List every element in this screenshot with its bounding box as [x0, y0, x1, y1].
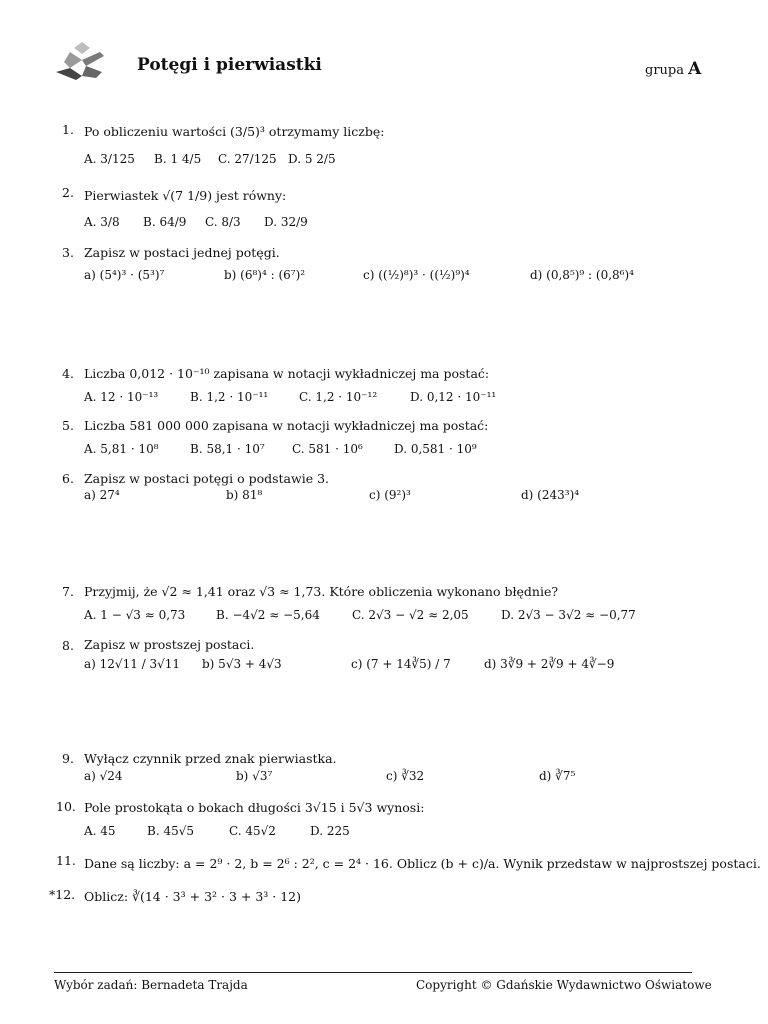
option: d) (0,8⁵)⁹ : (0,8⁶)⁴ [530, 268, 634, 282]
option: A. 45 [84, 824, 116, 838]
option: C. 45√2 [229, 824, 276, 838]
task-text: Zapisz w postaci jednej potęgi. [84, 245, 280, 260]
option: a) 27⁴ [84, 488, 120, 502]
task-text: Liczba 0,012 · 10⁻¹⁰ zapisana w notacji wykładniczej ma postać: [84, 366, 490, 381]
option: D. 5 2/5 [288, 152, 336, 166]
task-number: 3. [62, 245, 74, 260]
task-text: Po obliczeniu wartości (3/5)³ otrzymamy liczbę: [84, 124, 385, 139]
option: d) ∛7⁵ [539, 769, 576, 783]
task-text: Wyłącz czynnik przed znak pierwiastka. [84, 751, 337, 766]
page-title: Potęgi i pierwiastki [137, 55, 322, 75]
option: A. 5,81 · 10⁸ [84, 442, 159, 456]
option: a) (5⁴)³ · (5³)⁷ [84, 268, 165, 282]
task-text: Pole prostokąta o bokach długości 3√15 i 5√3 wynosi: [84, 800, 425, 815]
task-number: 6. [62, 471, 74, 486]
option: c) ((½)⁸)³ · ((½)⁹)⁴ [363, 268, 470, 282]
group-label [645, 59, 701, 79]
group-word: grupa [645, 63, 684, 78]
option: c) ∛32 [386, 769, 425, 783]
option: a) √24 [84, 769, 123, 783]
task-number: 7. [62, 584, 74, 599]
option: D. 2√3 − 3√2 ≈ −0,77 [501, 608, 636, 622]
footer-divider [54, 972, 692, 973]
task-number: 1. [62, 122, 74, 137]
option: D. 0,581 · 10⁹ [394, 442, 477, 456]
option: D. 0,12 · 10⁻¹¹ [410, 390, 497, 404]
option: C. 27/125 [218, 152, 277, 166]
task-number: 2. [62, 185, 74, 200]
option: b) √3⁷ [236, 769, 273, 783]
option: c) (7 + 14∛5) / 7 [351, 657, 451, 671]
footer-author: Wybór zadań: Bernadeta Trajda [54, 978, 248, 992]
option: C. 2√3 − √2 ≈ 2,05 [352, 608, 469, 622]
task-text: Oblicz: ∛(14 · 3³ + 3² · 3 + 3³ · 12) [84, 889, 301, 904]
option: A. 1 − √3 ≈ 0,73 [84, 608, 186, 622]
option: d) 3∛9 + 2∛9 + 4∛−9 [484, 657, 615, 671]
task-question [84, 124, 384, 139]
option: A. 3/125 [84, 152, 135, 166]
option: C. 1,2 · 10⁻¹² [299, 390, 378, 404]
group-letter: A [688, 59, 702, 79]
option: B. 64/9 [143, 215, 187, 229]
option: b) 5√3 + 4√3 [202, 657, 282, 671]
task-text: Dane są liczby: a = 2⁹ · 2, b = 2⁶ : 2², c = 2⁴ · 16. Oblicz (b + c)/a. Wynik przedstaw w najprostszej postaci. [84, 856, 761, 871]
option: B. 58,1 · 10⁷ [190, 442, 265, 456]
option: A. 3/8 [84, 215, 120, 229]
option: B. 45√5 [147, 824, 194, 838]
task-text: Przyjmij, że √2 ≈ 1,41 oraz √3 ≈ 1,73. Które obliczenia wykonano błędnie? [84, 584, 559, 599]
option: D. 32/9 [264, 215, 308, 229]
option: d) (243³)⁴ [521, 488, 580, 502]
option: b) 81⁸ [226, 488, 263, 502]
task-number: 10. [56, 799, 76, 814]
option: b) (6⁸)⁴ : (6⁷)² [224, 268, 306, 282]
option: c) (9²)³ [369, 488, 411, 502]
task-number: 11. [56, 853, 76, 868]
option: B. −4√2 ≈ −5,64 [216, 608, 320, 622]
task-number: *12. [49, 887, 76, 902]
option: B. 1 4/5 [154, 152, 202, 166]
option: B. 1,2 · 10⁻¹¹ [190, 390, 269, 404]
option: A. 12 · 10⁻¹³ [84, 390, 159, 404]
task-number: 8. [62, 638, 74, 653]
footer-copyright: Copyright © Gdańskie Wydawnictwo Oświatowe [416, 978, 712, 992]
task-text: Zapisz w prostszej postaci. [84, 637, 255, 652]
option: C. 581 · 10⁶ [292, 442, 363, 456]
task-number: 4. [62, 366, 74, 381]
task-number: 9. [62, 751, 74, 766]
option: C. 8/3 [205, 215, 241, 229]
option: D. 225 [310, 824, 350, 838]
task-number: 5. [62, 418, 74, 433]
option: a) 12√11 / 3√11 [84, 657, 181, 671]
task-text: Zapisz w postaci potęgi o podstawie 3. [84, 471, 330, 486]
publisher-logo [56, 42, 106, 80]
task-text: Pierwiastek √(7 1/9) jest równy: [84, 188, 287, 203]
task-text: Liczba 581 000 000 zapisana w notacji wykładniczej ma postać: [84, 418, 489, 433]
